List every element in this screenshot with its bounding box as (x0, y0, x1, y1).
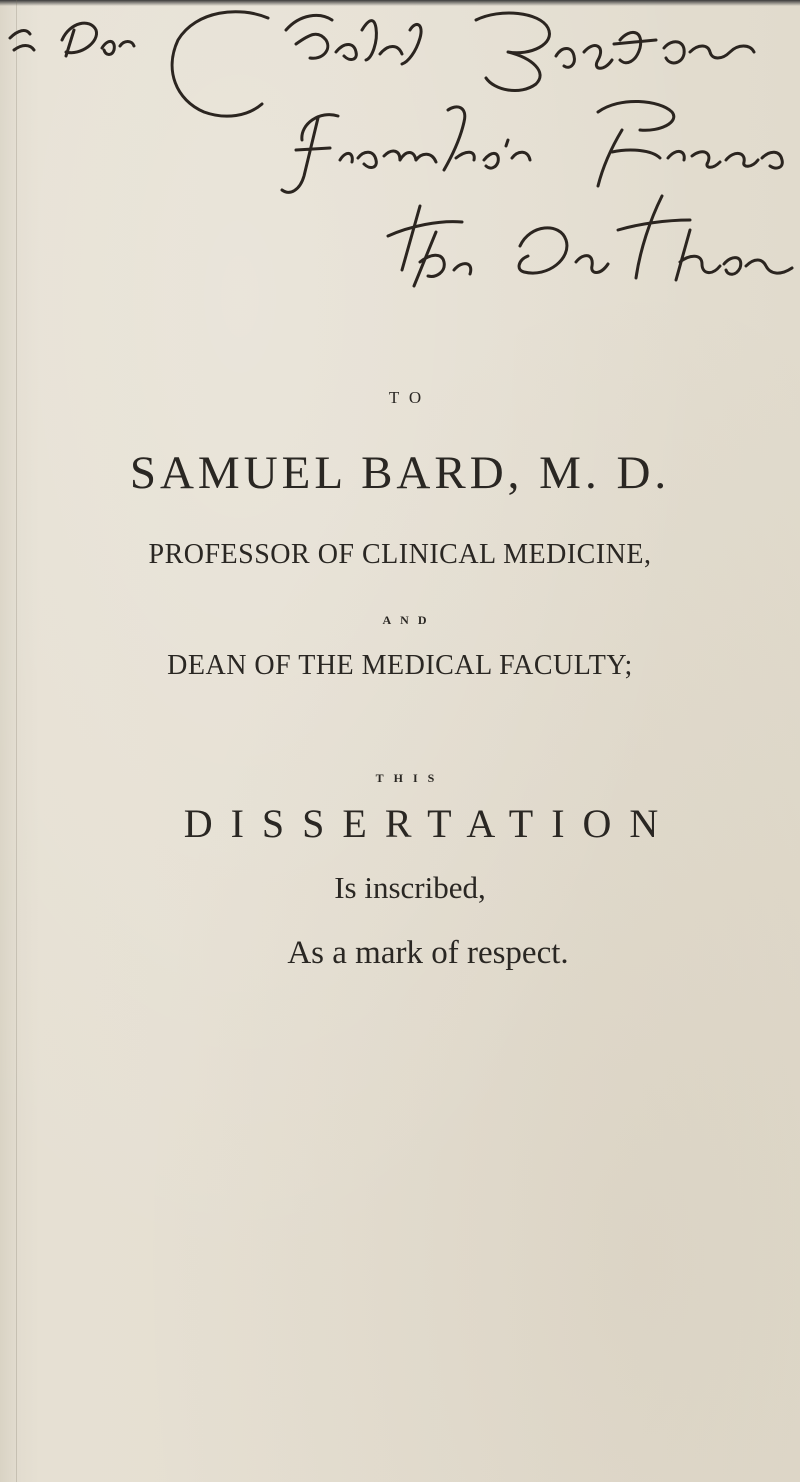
dedication-respect: As a mark of respect. (287, 935, 569, 971)
dedicatee-name: SAMUEL BARD, M. D. (129, 447, 671, 499)
handwritten-inscription (0, 0, 800, 300)
handwriting-drawing (0, 0, 800, 300)
dedicatee-title-dean: DEAN OF THE MEDICAL FACULTY; (167, 650, 633, 681)
dedication-this: THIS (375, 771, 445, 785)
dedication-work: DISSERTATION (183, 801, 677, 846)
dedication-and: AND (382, 613, 436, 627)
dedication-inscribed: Is inscribed, (334, 870, 486, 905)
dedicatee-title-professor: PROFESSOR OF CLINICAL MEDICINE, (148, 539, 652, 570)
dedication-to: TO (388, 388, 432, 407)
